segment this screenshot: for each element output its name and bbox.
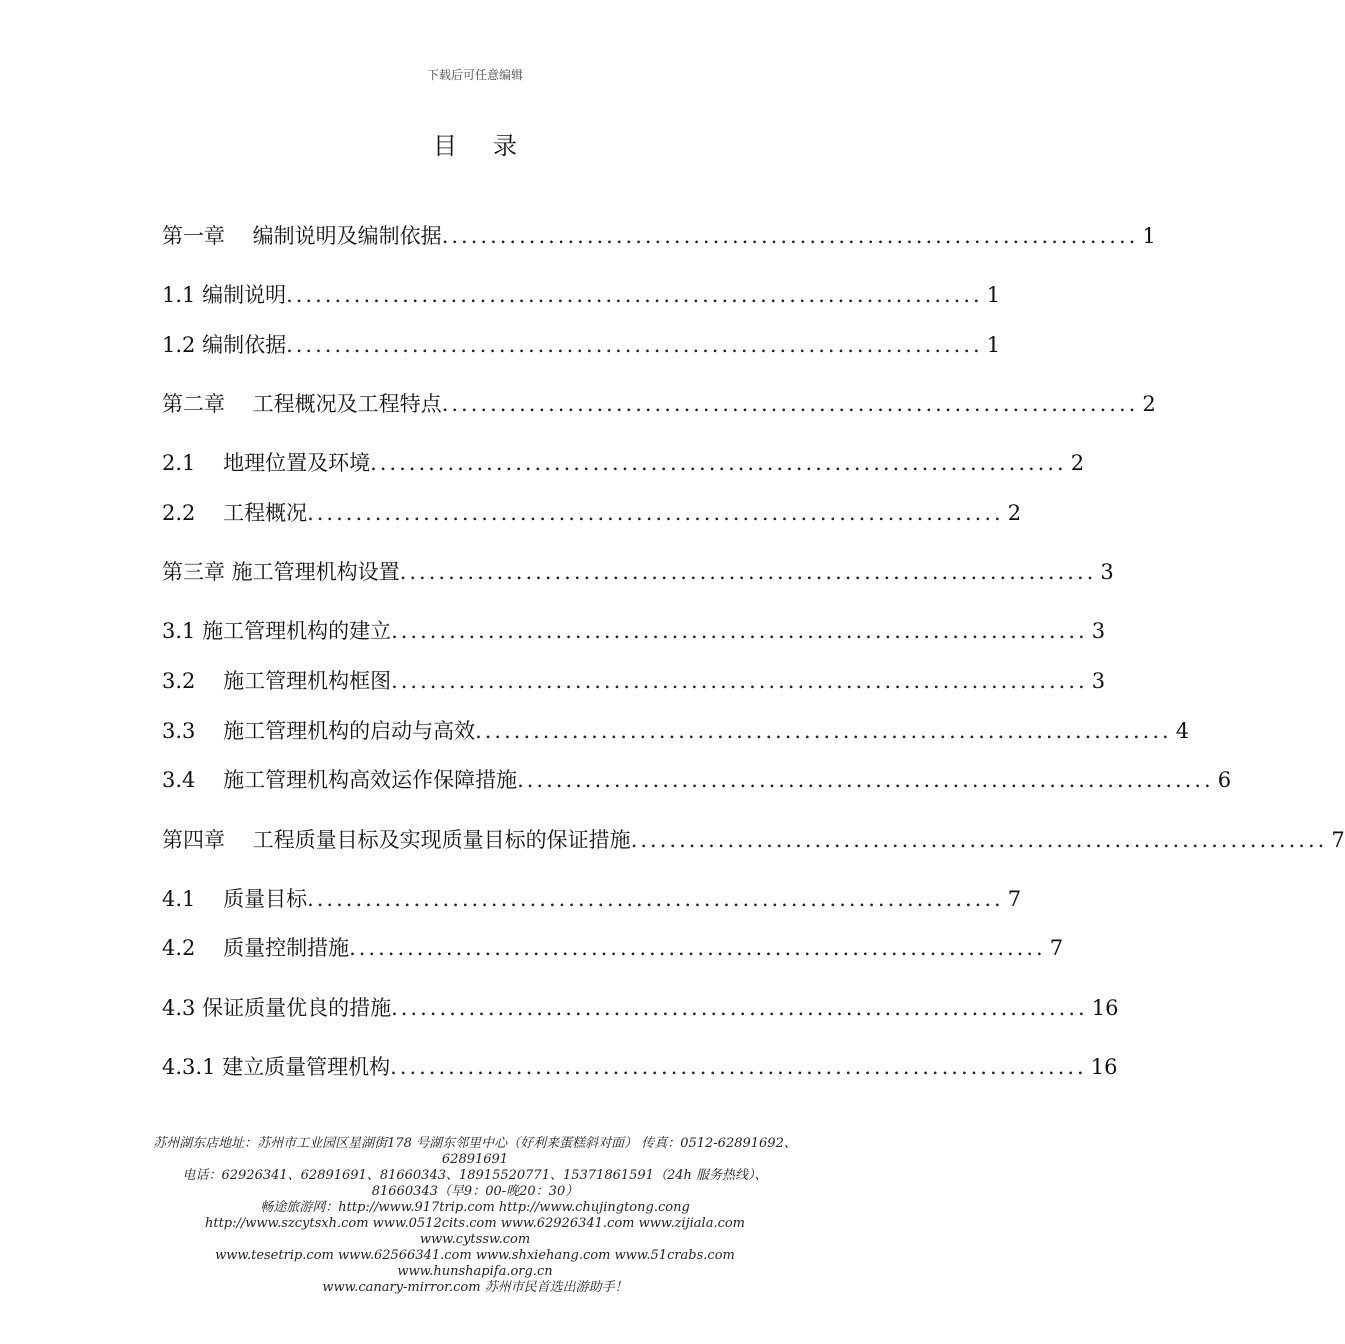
toc-leader-dots: ........................................................................	[391, 669, 1088, 693]
page-footer	[150, 1136, 800, 1296]
toc-entry-page: 3	[1100, 560, 1114, 584]
toc-entry[interactable]	[162, 447, 1085, 477]
toc-leader-dots: ........................................................................	[286, 283, 983, 307]
toc-entry-label: 2.2 工程概况	[162, 501, 308, 525]
toc-entry-label: 2.1 地理位置及环境	[162, 451, 371, 475]
toc-entry[interactable]	[162, 824, 1345, 854]
toc-entry[interactable]	[162, 992, 1119, 1022]
toc-entry-page: 2	[1070, 451, 1085, 475]
footer-slogan: www.canary-mirror.com 苏州市民首选出游助手！	[322, 1280, 628, 1295]
toc-entry-label: 3.3 施工管理机构的启动与高效	[162, 719, 476, 743]
footer-phone: 电话：62926341、62891691、81660343、18915520771、15371861591（24h 服务热线）、81660343（早9：00-晚20：30）	[182, 1168, 768, 1199]
toc-leader-dots: ........................................................................	[286, 333, 983, 357]
toc-entry[interactable]	[162, 388, 1156, 418]
toc-leader-dots: ........................................................................	[630, 828, 1328, 852]
toc-entry-label: 4.2 质量控制措施	[162, 936, 350, 960]
toc-entry[interactable]	[162, 715, 1190, 745]
footer-website: 畅途旅游网：http://www.917trip.com http://www.chujingtong.cong	[260, 1200, 690, 1215]
toc-entry[interactable]	[162, 764, 1232, 794]
toc-entry-label: 4.1 质量目标	[162, 887, 308, 911]
toc-entry-label: 3.4 施工管理机构高效运作保障措施	[162, 768, 518, 792]
toc-entry-page: 7	[1331, 828, 1345, 852]
toc-leader-dots: ........................................................................	[517, 768, 1214, 792]
toc-leader-dots: ........................................................................	[399, 560, 1097, 584]
toc-entry-label: 1.2 编制依据	[162, 333, 287, 357]
toc-leader-dots: ........................................................................	[307, 501, 1004, 525]
toc-entry-page: 2	[1142, 392, 1156, 416]
toc-entry[interactable]	[162, 497, 1022, 527]
toc-entry[interactable]	[162, 615, 1106, 645]
toc-entry[interactable]	[162, 329, 1001, 359]
toc-entry-label: 第三章 施工管理机构设置	[162, 560, 400, 584]
toc-entry-label: 第四章 工程质量目标及实现质量目标的保证措施	[162, 828, 631, 852]
toc-entry[interactable]	[162, 1051, 1118, 1081]
toc-entry-page: 3	[1091, 619, 1106, 643]
toc-leader-dots: ........................................................................	[391, 619, 1088, 643]
toc-entry-page: 2	[1007, 501, 1022, 525]
toc-leader-dots: ........................................................................	[391, 996, 1088, 1020]
footer-address: 苏州湖东店地址：苏州市工业园区星湖街178 号湖东邻里中心（好利来蛋糕斜对面） 传真：0512-62891692、62891691	[153, 1136, 797, 1167]
toc-leader-dots: ........................................................................	[441, 392, 1139, 416]
toc-entry-page: 1	[986, 283, 1001, 307]
toc-entry[interactable]	[162, 279, 1001, 309]
toc-entry-label: 第一章 编制说明及编制依据	[162, 224, 442, 248]
toc-entry-page: 6	[1217, 768, 1232, 792]
toc-leader-dots: ........................................................................	[475, 719, 1172, 743]
footer-links: http://www.szcytsxh.com www.0512cits.com www.62926341.com www.zijiala.com www.cytssw.com	[204, 1216, 746, 1247]
toc-entry-label: 第二章 工程概况及工程特点	[162, 392, 442, 416]
toc-leader-dots: ........................................................................	[349, 936, 1046, 960]
toc-entry-page: 7	[1049, 936, 1064, 960]
toc-entry-label: 3.2 施工管理机构框图	[162, 669, 392, 693]
toc-entry-label: 3.1 施工管理机构的建立	[162, 619, 392, 643]
toc-entry-page: 1	[1142, 224, 1156, 248]
toc-entry-page: 7	[1007, 887, 1022, 911]
toc-entry-label: 1.1 编制说明	[162, 283, 287, 307]
toc-entry[interactable]	[162, 665, 1106, 695]
footer-links: www.tesetrip.com www.62566341.com www.shxiehang.com www.51crabs.com www.hunshapifa.org.cn	[215, 1248, 735, 1279]
toc-leader-dots: ........................................................................	[390, 1055, 1087, 1079]
page-title: 目录	[433, 132, 553, 160]
toc-entry[interactable]	[162, 932, 1064, 962]
toc-entry-page: 3	[1091, 669, 1106, 693]
toc-leader-dots: ........................................................................	[370, 451, 1067, 475]
toc-leader-dots: ........................................................................	[441, 224, 1139, 248]
toc-entry[interactable]	[162, 220, 1156, 250]
toc-entry-label: 4.3 保证质量优良的措施	[162, 996, 392, 1020]
toc-entry-page: 4	[1175, 719, 1190, 743]
toc-entry[interactable]	[162, 556, 1114, 586]
toc-entry-page: 1	[986, 333, 1001, 357]
toc-entry[interactable]	[162, 883, 1022, 913]
page-header-note: 下载后可任意编辑	[426, 68, 523, 82]
toc-leader-dots: ........................................................................	[307, 887, 1004, 911]
toc-entry-label: 4.3.1 建立质量管理机构	[162, 1055, 391, 1079]
toc-entry-page: 16	[1091, 996, 1119, 1020]
toc-entry-page: 16	[1090, 1055, 1118, 1079]
